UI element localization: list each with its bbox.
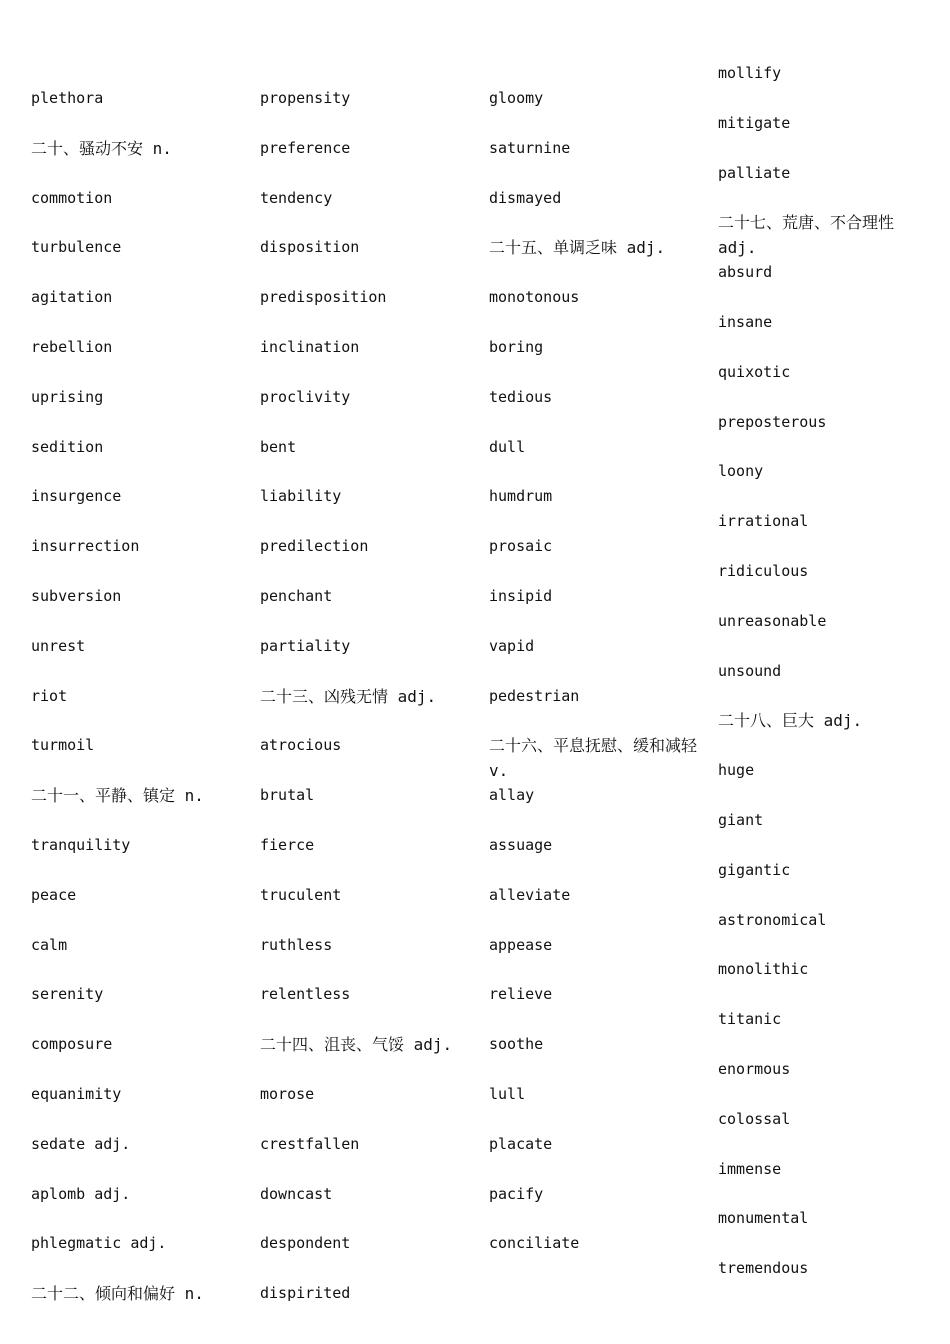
vocab-word: boring [489, 338, 544, 356]
vocab-word: turbulence [31, 238, 122, 256]
vocab-word: unsound [718, 662, 782, 680]
vocab-word: insurrection [31, 537, 140, 555]
vocab-word: sedate adj. [31, 1135, 131, 1153]
vocab-word: dispirited [260, 1284, 351, 1302]
vocab-word: conciliate [489, 1234, 580, 1252]
vocab-word: loony [718, 462, 764, 480]
vocab-word: pedestrian [489, 687, 580, 705]
vocab-word: humdrum [489, 487, 553, 505]
vocab-word: soothe [489, 1035, 544, 1053]
vocab-word: quixotic [718, 363, 791, 381]
vocab-word: serenity [31, 985, 104, 1003]
vocab-word: equanimity [31, 1085, 122, 1103]
vocab-word: peace [31, 886, 77, 904]
vocab-word: downcast [260, 1185, 333, 1203]
vocab-word: vapid [489, 637, 535, 655]
vocab-word: morose [260, 1085, 315, 1103]
vocab-word: commotion [31, 189, 113, 207]
vocab-word: pacify [489, 1185, 544, 1203]
vocab-word: insurgence [31, 487, 122, 505]
vocab-word: fierce [260, 836, 315, 854]
vocab-word: inclination [260, 338, 360, 356]
vocab-word: allay [489, 786, 535, 804]
vocab-word: truculent [260, 886, 342, 904]
vocab-word: astronomical [718, 911, 827, 929]
vocab-word: tendency [260, 189, 333, 207]
vocab-word: calm [31, 936, 68, 954]
vocab-word: liability [260, 487, 342, 505]
vocab-word: agitation [31, 288, 113, 306]
vocab-word: palliate [718, 164, 791, 182]
vocab-word: brutal [260, 786, 315, 804]
vocab-word: rebellion [31, 338, 113, 356]
vocab-word: ridiculous [718, 562, 809, 580]
vocab-word: disposition [260, 238, 360, 256]
vocab-word: atrocious [260, 736, 342, 754]
vocab-word: despondent [260, 1234, 351, 1252]
vocab-word: phlegmatic adj. [31, 1234, 167, 1252]
section-heading: 二十八、巨大 adj. [718, 711, 863, 730]
vocab-word: colossal [718, 1110, 791, 1128]
vocab-word: gigantic [718, 861, 791, 879]
vocab-word: aplomb adj. [31, 1185, 131, 1203]
vocab-word: crestfallen [260, 1135, 360, 1153]
section-heading: 二十二、倾向和偏好 n. [31, 1284, 204, 1303]
vocab-word: ruthless [260, 936, 333, 954]
vocab-word: partiality [260, 637, 351, 655]
vocab-word: bent [260, 438, 297, 456]
vocab-word: penchant [260, 587, 333, 605]
vocab-word: giant [718, 811, 764, 829]
section-heading: 二十七、荒唐、不合理性 adj. [718, 213, 895, 257]
section-heading: 二十一、平静、镇定 n. [31, 786, 204, 805]
vocab-word: enormous [718, 1060, 791, 1078]
vocab-word: preposterous [718, 413, 827, 431]
vocab-word: turmoil [31, 736, 95, 754]
vocab-word: placate [489, 1135, 553, 1153]
vocab-word: dismayed [489, 189, 562, 207]
vocab-word: titanic [718, 1010, 782, 1028]
vocab-word: assuage [489, 836, 553, 854]
vocab-word: monotonous [489, 288, 580, 306]
vocab-word: immense [718, 1160, 782, 1178]
vocab-word: predisposition [260, 288, 387, 306]
vocab-word: subversion [31, 587, 122, 605]
vocab-word: proclivity [260, 388, 351, 406]
vocab-word: mitigate [718, 114, 791, 132]
vocab-word: monumental [718, 1209, 809, 1227]
vocab-word: composure [31, 1035, 113, 1053]
vocab-word: huge [718, 761, 755, 779]
vocab-word: tremendous [718, 1259, 809, 1277]
vocab-word: tedious [489, 388, 553, 406]
section-heading: 二十三、凶残无情 adj. [260, 687, 437, 706]
vocab-word: insipid [489, 587, 553, 605]
vocab-word: uprising [31, 388, 104, 406]
section-heading: 二十六、平息抚慰、缓和减轻 v. [489, 736, 698, 780]
vocab-word: dull [489, 438, 526, 456]
section-heading: 二十五、单调乏味 adj. [489, 238, 666, 257]
vocab-word: gloomy [489, 89, 544, 107]
vocab-word: relieve [489, 985, 553, 1003]
section-heading: 二十、骚动不安 n. [31, 139, 172, 158]
vocab-word: alleviate [489, 886, 571, 904]
section-heading: 二十四、沮丧、气馁 adj. [260, 1035, 453, 1054]
vocab-word: lull [489, 1085, 526, 1103]
vocab-word: predilection [260, 537, 369, 555]
vocab-word: riot [31, 687, 68, 705]
vocab-word: plethora [31, 89, 104, 107]
vocab-word: tranquility [31, 836, 131, 854]
vocab-word: appease [489, 936, 553, 954]
vocab-word: preference [260, 139, 351, 157]
vocab-word: insane [718, 313, 773, 331]
vocab-word: unrest [31, 637, 86, 655]
vocab-word: absurd [718, 263, 773, 281]
vocab-word: unreasonable [718, 612, 827, 630]
vocab-word: sedition [31, 438, 104, 456]
vocab-word: saturnine [489, 139, 571, 157]
vocab-word: irrational [718, 512, 809, 530]
vocab-word: monolithic [718, 960, 809, 978]
vocab-word: relentless [260, 985, 351, 1003]
vocab-word: prosaic [489, 537, 553, 555]
vocab-word: mollify [718, 64, 782, 82]
vocab-word: propensity [260, 89, 351, 107]
